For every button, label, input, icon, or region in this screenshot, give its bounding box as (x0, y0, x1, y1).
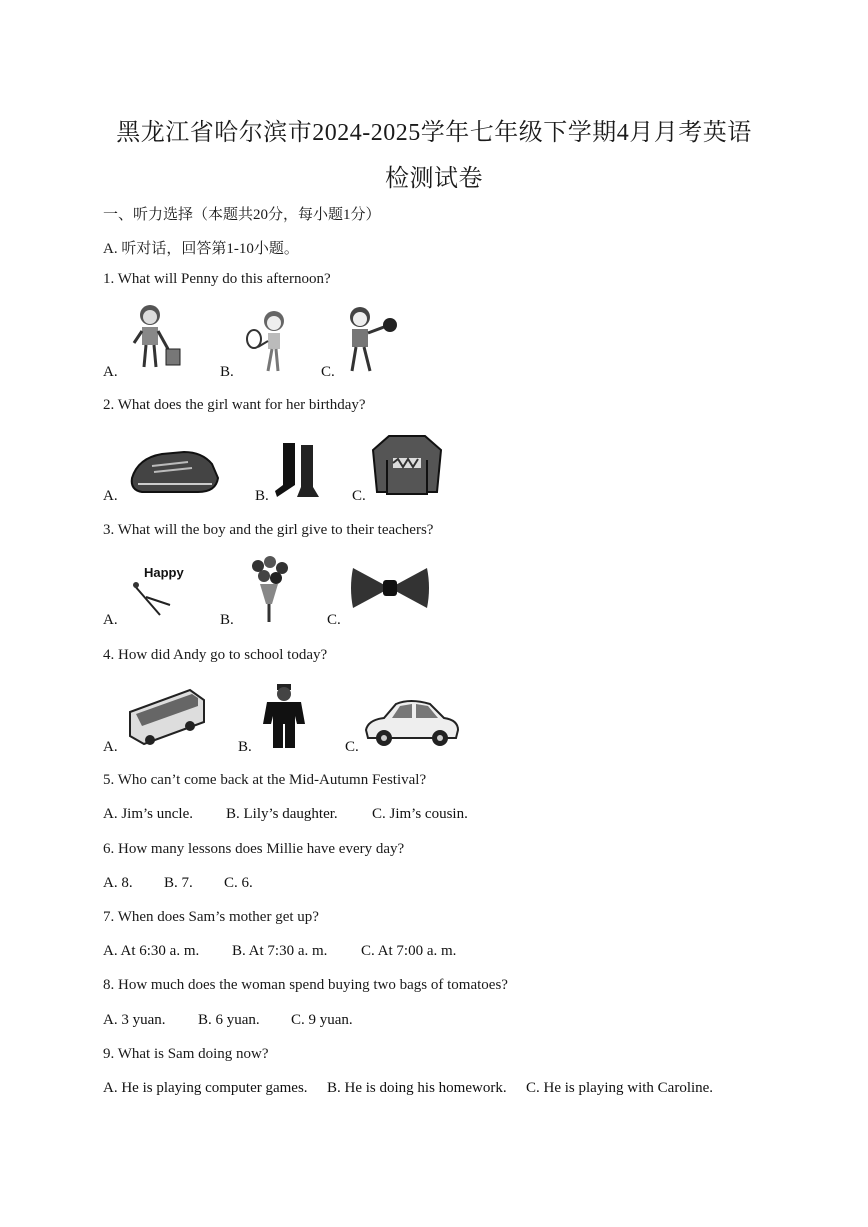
q3-option-b-label: B. (220, 612, 234, 628)
q7-option-b: B. At 7:30 a. m. (232, 943, 328, 959)
card-word: Happy (144, 565, 184, 580)
sneakers-image (128, 444, 220, 498)
q8-option-a: A. 3 yuan. (103, 1012, 166, 1028)
question-6: 6. How many lessons does Millie have every day? (103, 841, 405, 857)
q5-options (103, 806, 468, 823)
q3-option-c-label: C. (327, 612, 341, 628)
question-7: 7. When does Sam’s mother get up? (103, 909, 319, 925)
q1-option-a-label: A. (103, 364, 118, 380)
question-5: 5. Who can’t come back at the Mid-Autumn Festival? (103, 772, 427, 788)
q8-option-b: B. 6 yuan. (198, 1012, 260, 1028)
sweater-image (371, 432, 443, 496)
question-3: 3. What will the boy and the girl give to their teachers? (103, 522, 434, 538)
car-image (362, 696, 462, 750)
q5-option-c: C. Jim’s cousin. (372, 806, 468, 822)
q9-option-b: B. He is doing his homework. (327, 1080, 507, 1096)
subsection-instruction: A. 听对话，回答第1-10小题。 (103, 241, 299, 257)
q9-option-c: C. He is playing with Caroline. (526, 1080, 714, 1096)
q7-option-a: A. At 6:30 a. m. (103, 943, 200, 959)
q5-option-a: A. Jim’s uncle. (103, 806, 193, 822)
question-8: 8. How much does the woman spend buying two bags of tomatoes? (103, 977, 508, 993)
q9-option-a: A. He is playing computer games. (103, 1080, 308, 1096)
q2-option-a-label: A. (103, 488, 118, 504)
q2-option-b-label: B. (255, 488, 269, 504)
q8-options (103, 1012, 353, 1029)
question-9: 9. What is Sam doing now? (103, 1046, 269, 1062)
boots-image (273, 441, 323, 499)
q5-option-b: B. Lily’s daughter. (226, 806, 338, 822)
flowers-image (244, 556, 294, 624)
section-heading: 一、听力选择（本题共20分，每小题1分） (103, 207, 381, 223)
q4-option-c-label: C. (345, 739, 359, 755)
q9-options (103, 1080, 713, 1097)
q1-option-b-label: B. (220, 364, 234, 380)
q6-options (103, 875, 253, 892)
girl-ping-pong-image (342, 305, 400, 375)
greeting-card-image (126, 563, 188, 619)
q4-option-a-label: A. (103, 739, 118, 755)
q6-option-a: A. 8. (103, 875, 133, 891)
question-2: 2. What does the girl want for her birthday? (103, 397, 366, 413)
question-4: 4. How did Andy go to school today? (103, 647, 328, 663)
bow-tie-image (349, 564, 431, 612)
girl-tennis-image (244, 309, 294, 375)
bus-image (126, 686, 206, 748)
question-1: 1. What will Penny do this afternoon? (103, 271, 331, 287)
q8-option-c: C. 9 yuan. (291, 1012, 353, 1028)
q1-option-c-label: C. (321, 364, 335, 380)
q4-option-b-label: B. (238, 739, 252, 755)
q7-options (103, 943, 456, 960)
page-title: 黑龙江省哈尔滨市2024-2025学年七年级下学期4月月考英语 (116, 120, 752, 146)
girl-shopping-image (126, 303, 188, 373)
page-title-line2: 检测试卷 (385, 166, 483, 192)
q6-option-b: B. 7. (164, 875, 193, 891)
man-walking-image (257, 684, 309, 750)
q3-option-a-label: A. (103, 612, 118, 628)
q6-option-c: C. 6. (224, 875, 253, 891)
q7-option-c: C. At 7:00 a. m. (361, 943, 457, 959)
q2-option-c-label: C. (352, 488, 366, 504)
